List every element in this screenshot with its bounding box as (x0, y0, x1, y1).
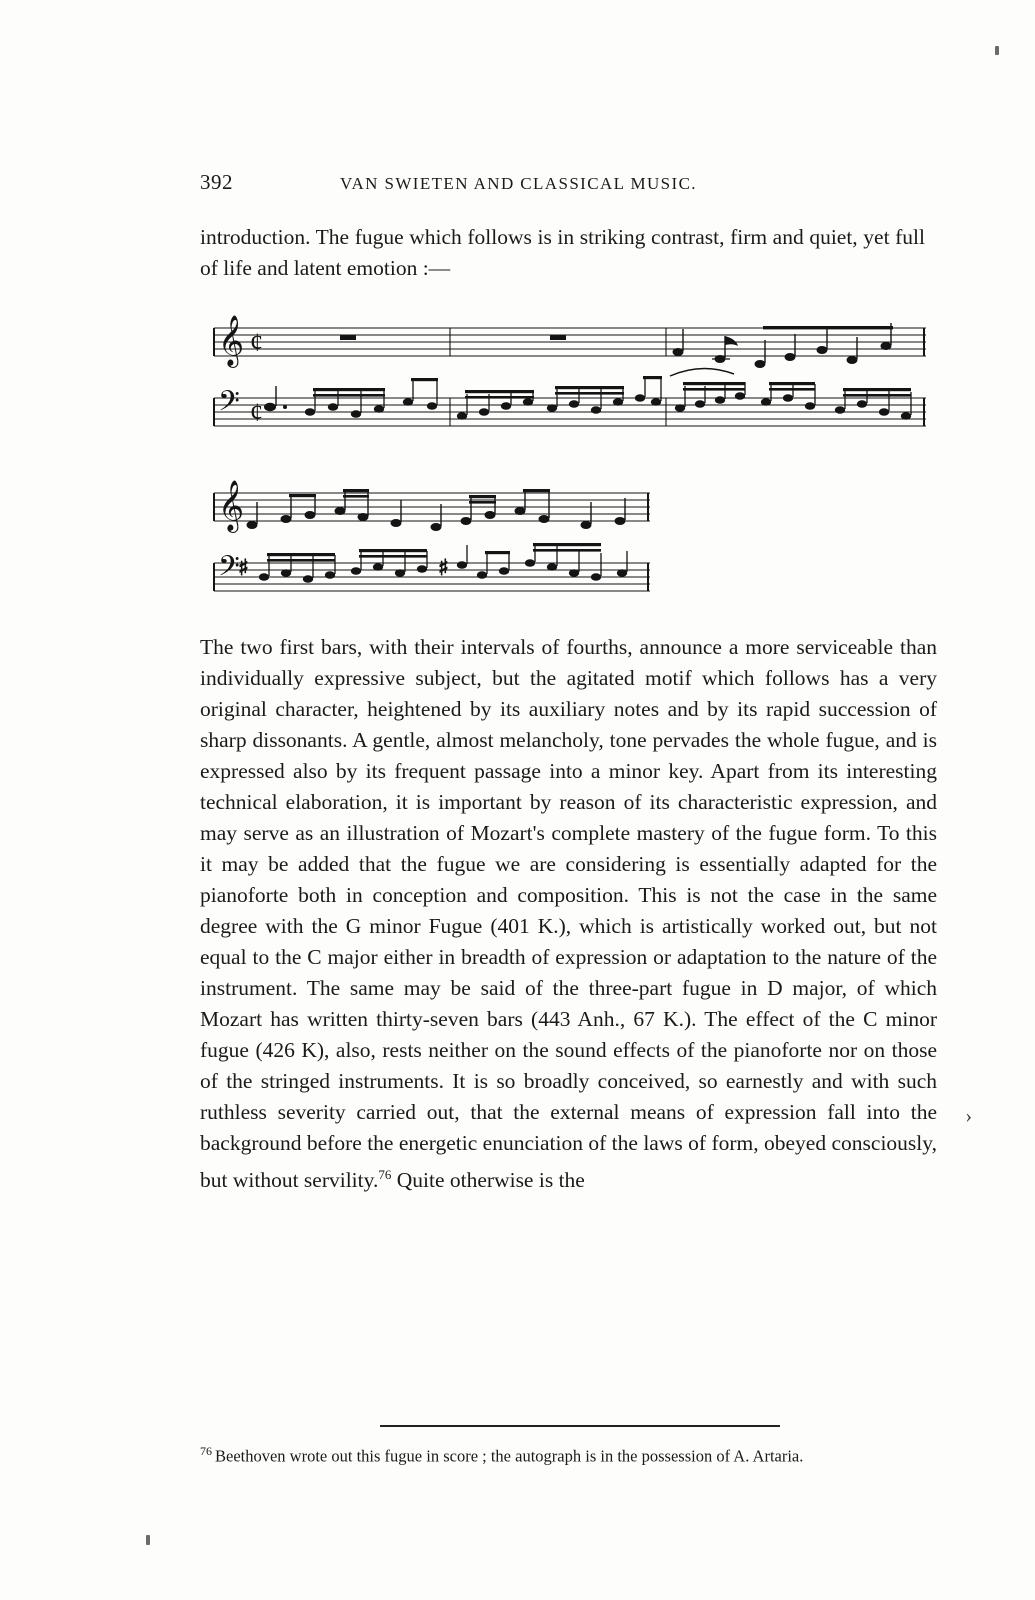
whole-rest-2 (550, 335, 566, 340)
paragraph-main-tail: Quite otherwise is the (391, 1168, 585, 1193)
accidental-sharp-2: ♯ (438, 556, 449, 581)
scan-artifact-top (995, 46, 999, 55)
bass-clef-icon-2: 𝄢 (218, 550, 240, 590)
whole-rest-1 (340, 335, 356, 340)
music-example (200, 302, 940, 622)
footnote-block (200, 1425, 940, 1469)
time-signature-treble: ¢ (250, 328, 263, 357)
music-system-1-engraving (200, 302, 940, 452)
music-system-1 (200, 302, 940, 457)
accidental-sharp: ♯ (238, 556, 249, 581)
treble-clef-icon-2: 𝄞 (218, 480, 245, 531)
running-title: VAN SWIETEN AND CLASSICAL MUSIC. (340, 174, 697, 193)
footnote-rule (380, 1425, 780, 1427)
page-number: 392 (200, 170, 233, 194)
running-head (200, 170, 940, 198)
footnote-reference[interactable]: 76 (378, 1167, 392, 1182)
treble-clef-icon: 𝄞 (218, 315, 245, 366)
paragraph-intro: introduction. The fugue which follows is in striking contrast, firm and quiet, yet full of life and latent emotion :— (200, 225, 925, 280)
footnote-body: Beethoven wrote out this fugue in score ; the autograph is in the possession of A. Artaria. (215, 1446, 804, 1466)
footnote-text (200, 1439, 940, 1469)
paragraph-main-text: The two first bars, with their intervals of fourths, announce a more serviceable than individually expressive subject, but the agitated motif which follows has a very original character, heightened by its auxiliary notes and by its rapid succession of sharp dissonants. A gentle, almost melancholy, tone pervades the whole fugue, and is expressed also by its frequent passage into a minor key. Apart from its interesting technical elaboration, it is important by reason of its characteristic expression, and may serve as an illustration of Mozart's complete mastery of the fugue form. To this it may be added that the fugue we are considering is essentially adapted for the pianoforte both in conception and composition. This is not the case in the same degree with the G minor Fugue (401 K.), which is artistically worked out, but not equal to the C major either in breadth of expression or adaptation to the nature of the instrument. The same may be said of the three-part fugue in D major, of which Mozart has written thirty-seven bars (443 Anh., 67 K.). The effect of the C minor fugue (426 K), also, rests neither on the sound effects of the pianoforte nor on those of the stringed instruments. It is so broadly conceived, so earnestly and with such ruthless severity carried out, that the external means of expression fall into the background before the energetic enunciation of the laws of form, obeyed consciously, but without servility. (200, 635, 937, 1193)
marginal-mark: › (965, 1105, 972, 1127)
bass-clef-icon: 𝄢 (218, 385, 240, 425)
paragraph-main (200, 632, 937, 1196)
footnote-number: 76 (200, 1444, 212, 1458)
music-system-2 (200, 467, 940, 622)
scan-artifact-bottom (146, 1535, 150, 1545)
time-signature-bass: ¢ (250, 398, 263, 427)
music-system-2-engraving (200, 467, 940, 617)
page-content (200, 170, 972, 1196)
